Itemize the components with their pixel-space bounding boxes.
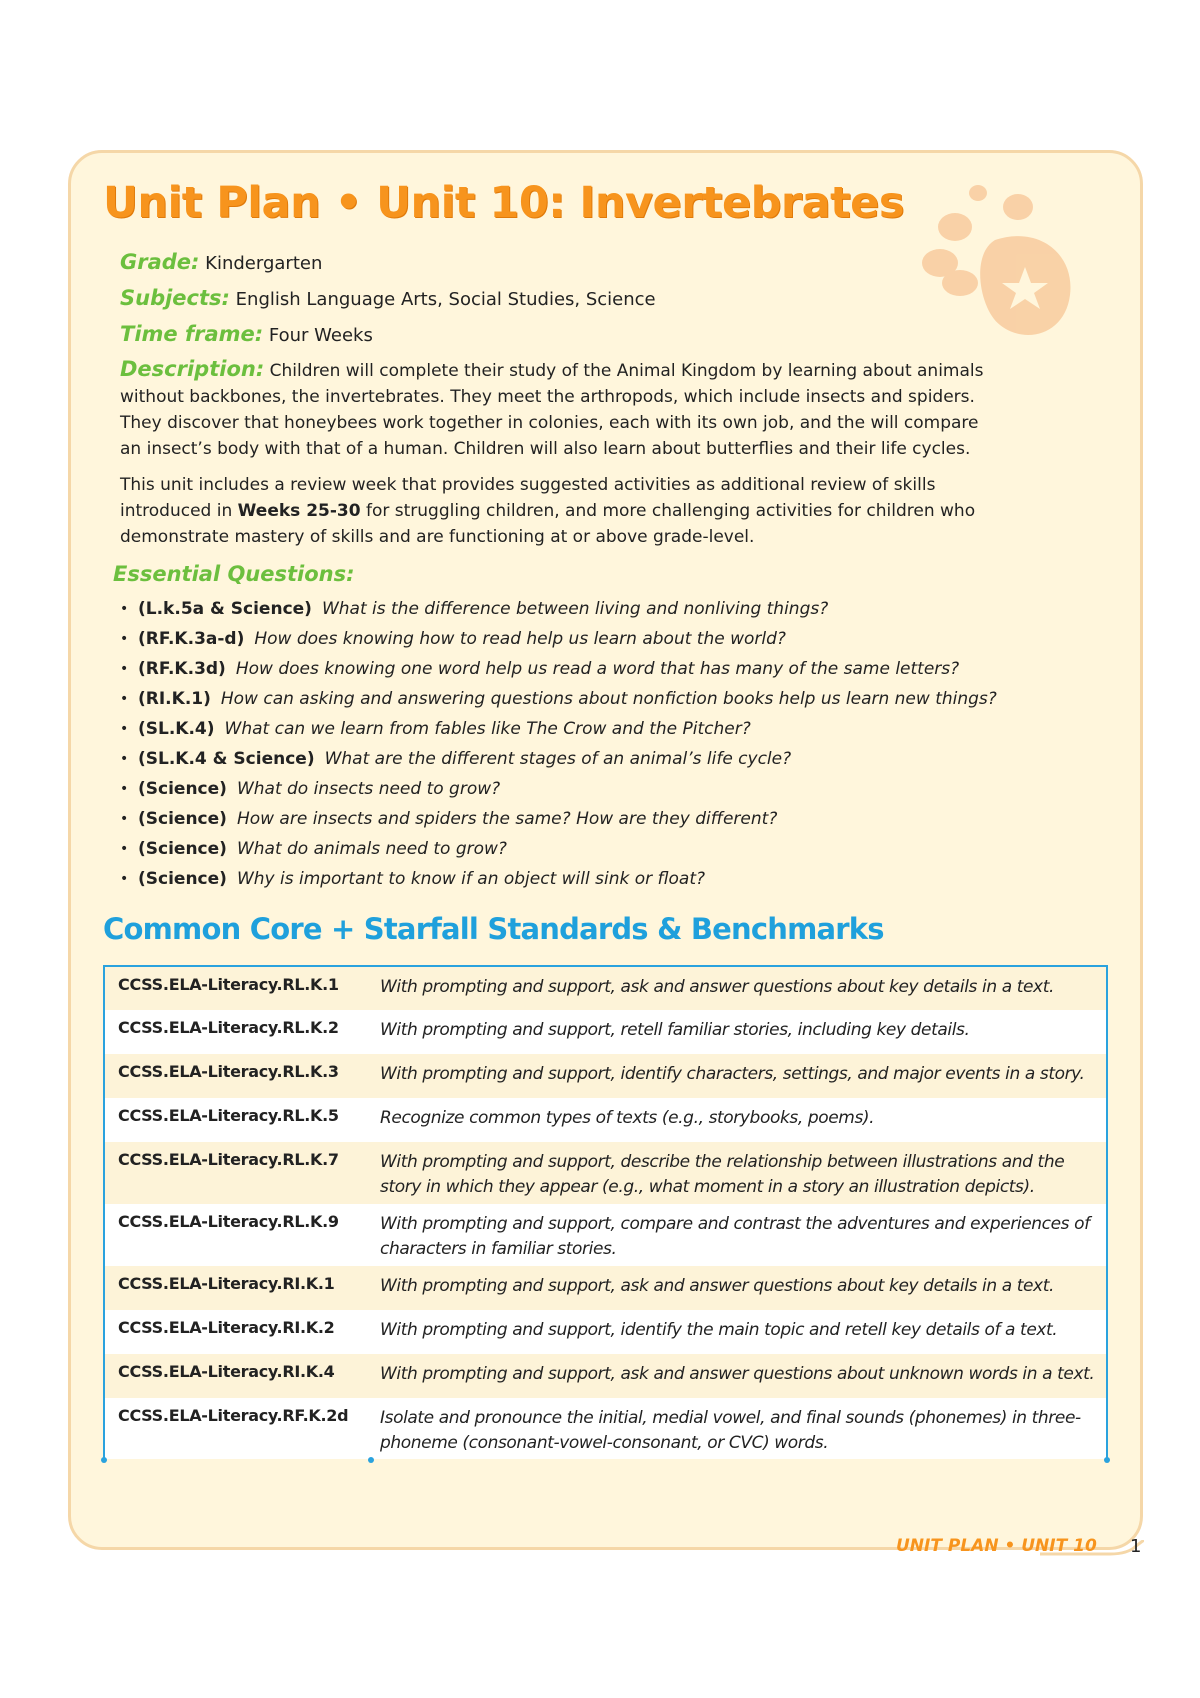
description-paragraph <box>120 356 1000 462</box>
standard-code: CCSS.ELA-Literacy.RI.K.4 <box>118 1362 335 1381</box>
list-item <box>120 684 1020 714</box>
question-text: How are insects and spiders the same? How are they different? <box>236 809 778 829</box>
standard-description: With prompting and support, identify characters, settings, and major events in a story. <box>380 1064 1085 1084</box>
bullet-icon: • <box>120 631 129 647</box>
table-row <box>105 1142 1106 1204</box>
bullet-icon: • <box>120 691 129 707</box>
page-title: Unit Plan • Unit 10: Invertebrates <box>103 178 904 228</box>
list-item <box>120 654 1020 684</box>
question-tag: (RI.K.1) <box>138 689 211 709</box>
list-item <box>120 714 1020 744</box>
standard-description: With prompting and support, ask and answer questions about key details in a text. <box>380 1276 1054 1296</box>
bullet-icon: • <box>120 811 129 827</box>
subjects-value: English Language Arts, Social Studies, Science <box>235 289 656 310</box>
standard-description: With prompting and support, ask and answer questions about key details in a text. <box>380 977 1054 997</box>
question-tag: (Science) <box>138 809 227 829</box>
timeframe-line <box>120 322 373 346</box>
list-item <box>120 864 1020 894</box>
standard-code: CCSS.ELA-Literacy.RL.K.1 <box>118 975 339 994</box>
subjects-label: Subjects: <box>120 286 230 310</box>
corner-dot <box>101 1457 107 1463</box>
review-paragraph <box>120 472 1000 550</box>
description-text: Children will complete their study of the Animal Kingdom by learning about animals without backbones, the invertebrates. They meet the arthropods, which include insects and spiders. They discover that honeybees work together in colonies, each with its own job, and the will compare an insect’s body with that of a human. Children will also learn about butterflies and their life cycles. <box>120 361 984 459</box>
question-tag: (Science) <box>138 779 227 799</box>
standard-code: CCSS.ELA-Literacy.RL.K.9 <box>118 1212 339 1231</box>
standard-description: With prompting and support, compare and contrast the adventures and experiences of characters in familiar stories. <box>380 1214 1090 1259</box>
standards-table <box>103 965 1108 1459</box>
question-text: How can asking and answering questions about nonfiction books help us learn new things? <box>220 689 997 709</box>
essential-questions-heading: Essential Questions: <box>113 562 355 586</box>
bullet-icon: • <box>120 781 129 797</box>
question-text: What do animals need to grow? <box>236 839 507 859</box>
list-item <box>120 624 1020 654</box>
bullet-icon: • <box>120 871 129 887</box>
standard-description: Recognize common types of texts (e.g., storybooks, poems). <box>380 1108 875 1128</box>
list-item <box>120 744 1020 774</box>
question-tag: (SL.K.4) <box>138 719 215 739</box>
list-item <box>120 594 1020 624</box>
table-row <box>105 1010 1106 1054</box>
table-row <box>105 1054 1106 1098</box>
paw-star-icon <box>900 185 1120 385</box>
list-item <box>120 774 1020 804</box>
question-text: How does knowing how to read help us learn about the world? <box>254 629 786 649</box>
standard-code: CCSS.ELA-Literacy.RL.K.3 <box>118 1062 339 1081</box>
standard-code: CCSS.ELA-Literacy.RF.K.2d <box>118 1406 349 1425</box>
standard-code: CCSS.ELA-Literacy.RI.K.2 <box>118 1318 335 1337</box>
grade-value: Kindergarten <box>205 253 323 274</box>
bullet-icon: • <box>120 601 129 617</box>
question-text: What can we learn from fables like The Crow and the Pitcher? <box>224 719 751 739</box>
list-item <box>120 834 1020 864</box>
question-tag: (Science) <box>138 869 227 889</box>
bullet-icon: • <box>120 751 129 767</box>
standard-code: CCSS.ELA-Literacy.RL.K.7 <box>118 1150 339 1169</box>
subjects-line <box>120 286 656 310</box>
question-tag: (SL.K.4 & Science) <box>138 749 315 769</box>
standard-description: With prompting and support, identify the main topic and retell key details of a text. <box>380 1320 1058 1340</box>
grade-line <box>120 250 322 274</box>
table-row <box>105 1398 1106 1461</box>
table-row <box>105 1354 1106 1398</box>
standard-code: CCSS.ELA-Literacy.RI.K.1 <box>118 1274 335 1293</box>
question-text: What is the difference between living and nonliving things? <box>321 599 829 619</box>
standard-description: With prompting and support, describe the relationship between illustrations and the story in which they appear (e.g., what moment in a story an illustration depicts). <box>380 1152 1065 1197</box>
standard-description: With prompting and support, retell familiar stories, including key details. <box>380 1020 970 1040</box>
grade-label: Grade: <box>120 250 200 274</box>
list-item <box>120 804 1020 834</box>
standard-code: CCSS.ELA-Literacy.RL.K.2 <box>118 1018 339 1037</box>
question-tag: (RF.K.3d) <box>138 659 226 679</box>
bullet-icon: • <box>120 721 129 737</box>
table-row <box>105 967 1106 1010</box>
divider-dot <box>368 1457 374 1463</box>
question-text: Why is important to know if an object will sink or float? <box>236 869 706 889</box>
standards-heading: Common Core + Starfall Standards & Benchmarks <box>103 912 884 946</box>
table-row <box>105 1266 1106 1310</box>
review-weeks: Weeks 25-30 <box>237 501 361 521</box>
review-text-after: for struggling children, and more challenging activities for children who demonstrate mastery of skills and are functioning at or above grade-level. <box>120 501 976 547</box>
question-text: What do insects need to grow? <box>236 779 501 799</box>
question-text: How does knowing one word help us read a word that has many of the same letters? <box>235 659 960 679</box>
review-text-before: This unit includes a review week that provides suggested activities as additional review of skills introduced in <box>120 475 936 521</box>
timeframe-value: Four Weeks <box>268 325 373 346</box>
standard-description: With prompting and support, ask and answer questions about unknown words in a text. <box>380 1364 1095 1384</box>
question-text: What are the different stages of an animal’s life cycle? <box>324 749 792 769</box>
timeframe-label: Time frame: <box>120 322 264 346</box>
corner-dot <box>1104 1457 1110 1463</box>
standard-code: CCSS.ELA-Literacy.RL.K.5 <box>118 1106 339 1125</box>
question-tag: (Science) <box>138 839 227 859</box>
standard-description: Isolate and pronounce the initial, medial vowel, and final sounds (phonemes) in three-phoneme (consonant-vowel-consonant, or CVC) words. <box>380 1408 1081 1453</box>
bullet-icon: • <box>120 841 129 857</box>
essential-questions-list <box>120 594 1020 894</box>
question-tag: (RF.K.3a-d) <box>138 629 245 649</box>
table-row <box>105 1204 1106 1266</box>
page-number: 1 <box>1130 1536 1142 1557</box>
table-row <box>105 1310 1106 1354</box>
table-row <box>105 1098 1106 1142</box>
footer-label: UNIT PLAN • UNIT 10 <box>896 1536 1097 1556</box>
description-label: Description: <box>120 357 265 381</box>
question-tag: (L.k.5a & Science) <box>138 599 312 619</box>
bullet-icon: • <box>120 661 129 677</box>
